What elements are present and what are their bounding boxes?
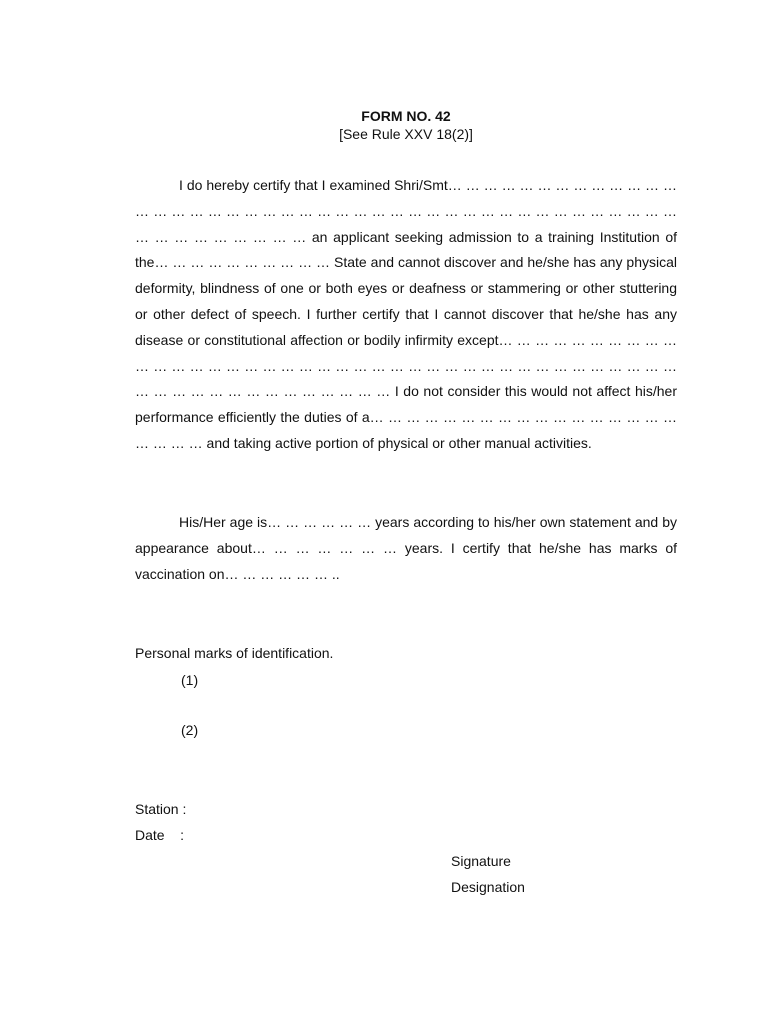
signature-label: Signature bbox=[451, 853, 511, 869]
identification-mark-2: (2) bbox=[181, 722, 199, 738]
identification-mark-1: (1) bbox=[181, 672, 199, 688]
form-title: FORM NO. 42 bbox=[361, 108, 451, 124]
identification-heading: Personal marks of identification. bbox=[135, 645, 334, 661]
certificate-paragraph-2 bbox=[135, 510, 677, 587]
station-label: Station : bbox=[135, 801, 187, 817]
date-label: Date : bbox=[135, 827, 185, 843]
certificate-text-2: His/Her age is… … … … … … years according to his/her own statement and by appearance about… … … … … … … years. I certify that he/she has marks of vaccination on… … … … … … .. bbox=[135, 514, 677, 582]
form-rule-reference: [See Rule XXV 18(2)] bbox=[339, 126, 473, 142]
designation-label: Designation bbox=[451, 879, 525, 895]
certificate-paragraph-1 bbox=[135, 173, 677, 457]
certificate-text-1: I do hereby certify that I examined Shri/Smt… … … … … … … … … … … … … … … … … … … … … … … … … … … … … … … … … … … … … … … … … … … … … … … … … … … … an applicant seeking admission to a training Institution of the… … … … … … … … … … State and cannot discover and he/she has any physical deformity, blindness of one or both eyes or deafness or stammering or other stuttering or other defect of speech. I further certify that I cannot discover that he/she has any disease or constitutional affection or bodily infirmity except… … … … … … … … … … … … … … … … … … … … … … … … … … … … … … … … … … … … … … … … … … … … … … … … … … … … … … I do not consider this would not affect his/her performance efficiently the duties of a… … … … … … … … … … … … … … … … … … … … … and taking active portion of physical or other manual activities. bbox=[135, 177, 677, 451]
